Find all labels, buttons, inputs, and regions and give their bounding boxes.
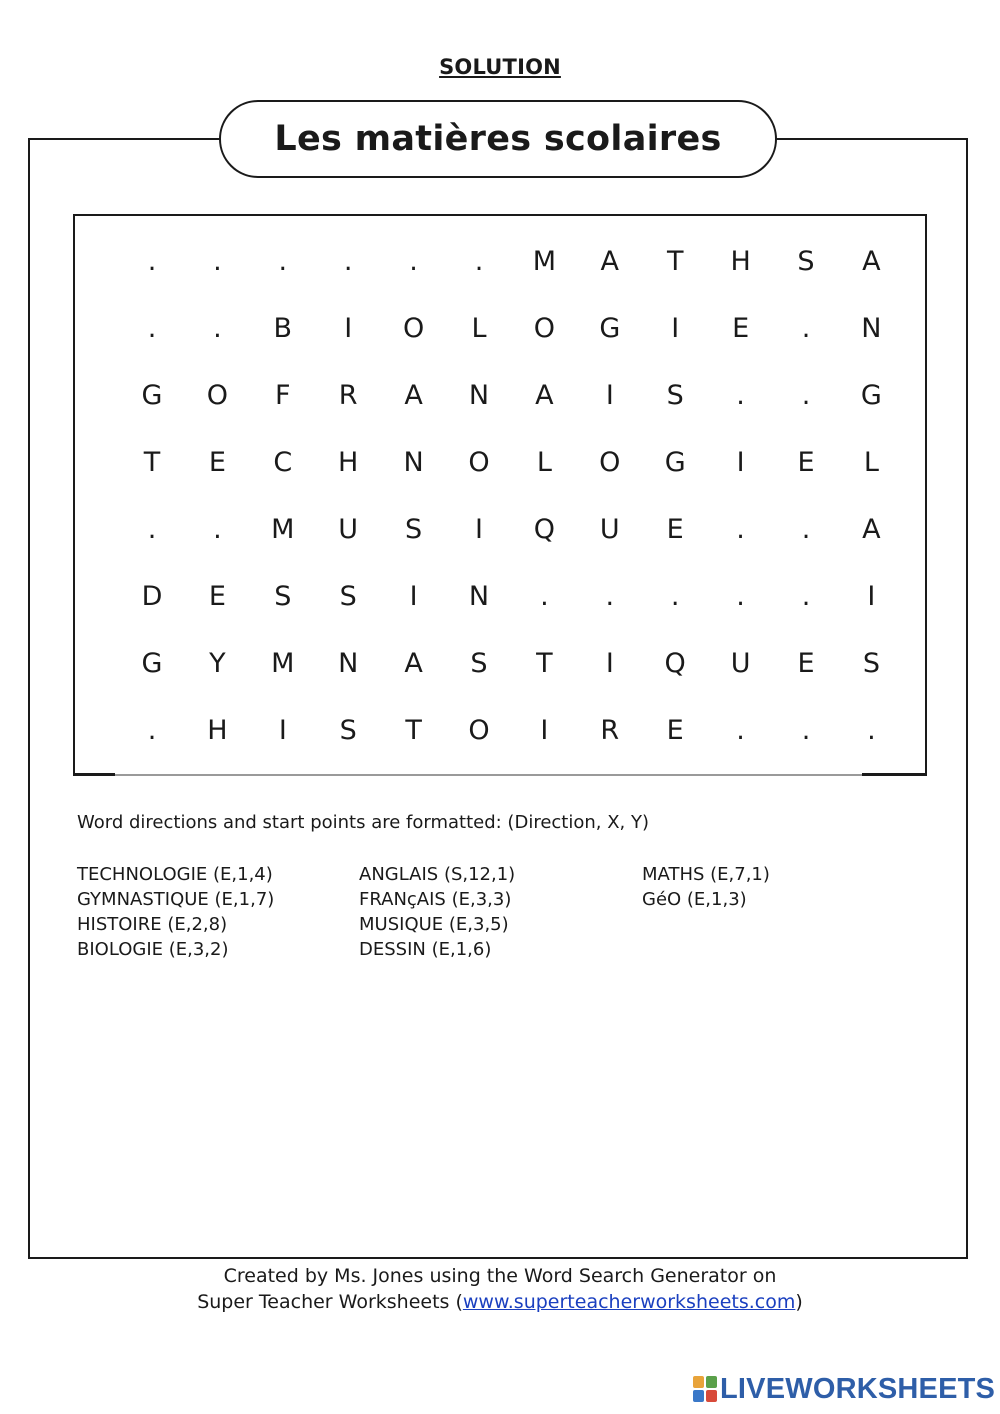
grid-cell: Y [209, 647, 226, 679]
word-entry: GYMNASTIQUE (E,1,7) [77, 889, 275, 910]
grid-cell: T [405, 714, 422, 746]
grid-cell: I [344, 312, 353, 344]
word-entry: FRANçAIS (E,3,3) [359, 889, 512, 910]
grid-cell: . [670, 580, 680, 612]
grid-cell: E [666, 714, 684, 746]
grid-cell: S [405, 513, 423, 545]
grid-cell: I [671, 312, 680, 344]
grid-cell: . [474, 245, 484, 277]
grid-cell: G [141, 647, 163, 679]
grid-cell: N [861, 312, 882, 344]
grid-corner-right [862, 773, 927, 776]
grid-cell: . [736, 379, 745, 411]
grid-cell: O [468, 446, 490, 478]
grid-cell: . [801, 513, 811, 545]
grid-cell: E [666, 513, 684, 545]
grid-cell: I [278, 714, 287, 746]
grid-cell: . [213, 312, 222, 344]
directions-text: Word directions and start points are formatted: (Direction, X, Y) [77, 812, 650, 833]
grid-cell: O [468, 714, 490, 746]
word-search-grid [73, 214, 927, 776]
liveworksheets-brand[interactable] [693, 1374, 995, 1404]
grid-cell: M [271, 513, 295, 545]
grid-cell: S [666, 379, 684, 411]
credit-line-1: Created by Ms. Jones using the Word Search Generator on [223, 1265, 777, 1287]
grid-cell: H [730, 245, 751, 277]
grid-bottom-border [73, 774, 927, 776]
grid-cell: O [206, 379, 229, 411]
grid-cell: R [338, 379, 358, 411]
grid-cell: R [600, 714, 620, 746]
grid-cell: F [275, 379, 291, 411]
grid-cell: A [862, 245, 881, 277]
grid-cell: E [208, 446, 226, 478]
grid-cell: . [147, 312, 157, 344]
credit-suffix: ) [795, 1291, 803, 1313]
grid-cell: T [143, 446, 161, 478]
grid-cell: I [605, 647, 614, 679]
grid-cell: . [409, 245, 418, 277]
grid-cell: H [338, 446, 359, 478]
word-entry: ANGLAIS (S,12,1) [359, 864, 516, 885]
brand-name: LIVEWORKSHEETS [720, 1372, 996, 1405]
word-list-column-1 [77, 862, 274, 962]
grid-cell: . [213, 245, 222, 277]
grid-cell: Q [664, 647, 686, 679]
grid-cell: I [605, 379, 614, 411]
grid-cell: N [468, 379, 490, 411]
grid-cell: O [599, 446, 621, 478]
grid-cell: U [338, 513, 359, 545]
grid-cell: U [599, 513, 620, 545]
grid-cell: L [471, 312, 487, 344]
grid-cell: A [404, 647, 423, 679]
grid-cell: . [278, 245, 288, 277]
grid-cell: A [404, 379, 423, 411]
grid-cell: N [468, 580, 490, 612]
word-list-column-2 [359, 862, 515, 962]
grid-cell: I [736, 446, 745, 478]
grid-cell: . [736, 580, 745, 612]
grid-cell: S [470, 647, 488, 679]
page-title-text: Les matières scolaires [274, 119, 722, 159]
grid-cell: A [535, 379, 554, 411]
grid-cell: S [274, 580, 292, 612]
page-title [219, 100, 777, 178]
grid-cell: I [475, 513, 483, 545]
grid-cell: N [338, 647, 359, 679]
grid-cell: I [540, 714, 549, 746]
logo-square [693, 1376, 704, 1388]
grid-cell: T [666, 245, 684, 277]
grid-cell: A [862, 513, 881, 545]
grid-cell: S [339, 580, 357, 612]
grid-cell: D [141, 580, 163, 612]
grid-cell: S [862, 647, 880, 679]
grid-cell: . [736, 714, 745, 746]
grid-cell: . [213, 513, 222, 545]
grid-cell: L [536, 446, 552, 478]
website-link[interactable]: www.superteacherworksheets.com [462, 1291, 796, 1313]
grid-cell: . [801, 379, 811, 411]
grid-cell: Q [533, 513, 556, 545]
word-entry: TECHNOLOGIE (E,1,4) [77, 864, 273, 885]
grid-cell: E [797, 446, 815, 478]
logo-square [693, 1390, 704, 1402]
grid-cell: A [600, 245, 620, 277]
word-entry: HISTOIRE (E,2,8) [77, 914, 228, 935]
grid-cell: . [343, 245, 353, 277]
grid-cell: E [208, 580, 226, 612]
solution-label: SOLUTION [439, 55, 561, 79]
grid-cell: . [605, 580, 615, 612]
grid-corner-left [73, 773, 115, 776]
grid-cell: I [867, 580, 876, 612]
grid-cell: S [339, 714, 357, 746]
grid-cell: G [664, 446, 686, 478]
liveworksheets-logo-icon [693, 1376, 717, 1402]
grid-cell: O [533, 312, 556, 344]
word-entry: DESSIN (E,1,6) [359, 939, 492, 960]
word-list-column-3 [642, 862, 770, 912]
grid-cell: C [273, 446, 293, 478]
grid-cell: U [730, 647, 751, 679]
grid-cell: M [271, 647, 295, 679]
grid-cell: E [797, 647, 815, 679]
grid-cell: L [863, 446, 879, 478]
grid-cell: B [273, 312, 293, 344]
grid-cell: . [736, 513, 745, 545]
word-entry: MUSIQUE (E,3,5) [359, 914, 509, 935]
logo-square [706, 1390, 717, 1402]
grid-cell: . [801, 312, 811, 344]
grid-cell: G [860, 379, 882, 411]
grid-cell: N [403, 446, 424, 478]
grid-cell: . [147, 245, 157, 277]
grid-cell: O [402, 312, 425, 344]
grid-cell: M [532, 245, 557, 277]
credit-text [0, 1263, 1000, 1315]
grid-cell: . [540, 580, 549, 612]
grid-cell: . [801, 714, 811, 746]
credit-prefix: Super Teacher Worksheets ( [197, 1291, 463, 1313]
grid-cell: T [536, 647, 553, 679]
grid-cell: I [409, 580, 418, 612]
word-entry: MATHS (E,7,1) [642, 864, 770, 885]
grid-cell: . [801, 580, 811, 612]
word-entry: BIOLOGIE (E,3,2) [77, 939, 229, 960]
grid-cell: G [599, 312, 621, 344]
grid-cell: . [147, 513, 157, 545]
grid-cell: . [867, 714, 876, 746]
logo-square [706, 1376, 717, 1388]
credit-line-2 [0, 1289, 1000, 1315]
grid-cell: . [147, 714, 157, 746]
grid-cell: G [141, 379, 163, 411]
grid-cell: S [797, 245, 815, 277]
word-entry: GéO (E,1,3) [642, 889, 747, 910]
grid-cell: H [207, 714, 228, 746]
grid-cell: E [732, 312, 750, 344]
